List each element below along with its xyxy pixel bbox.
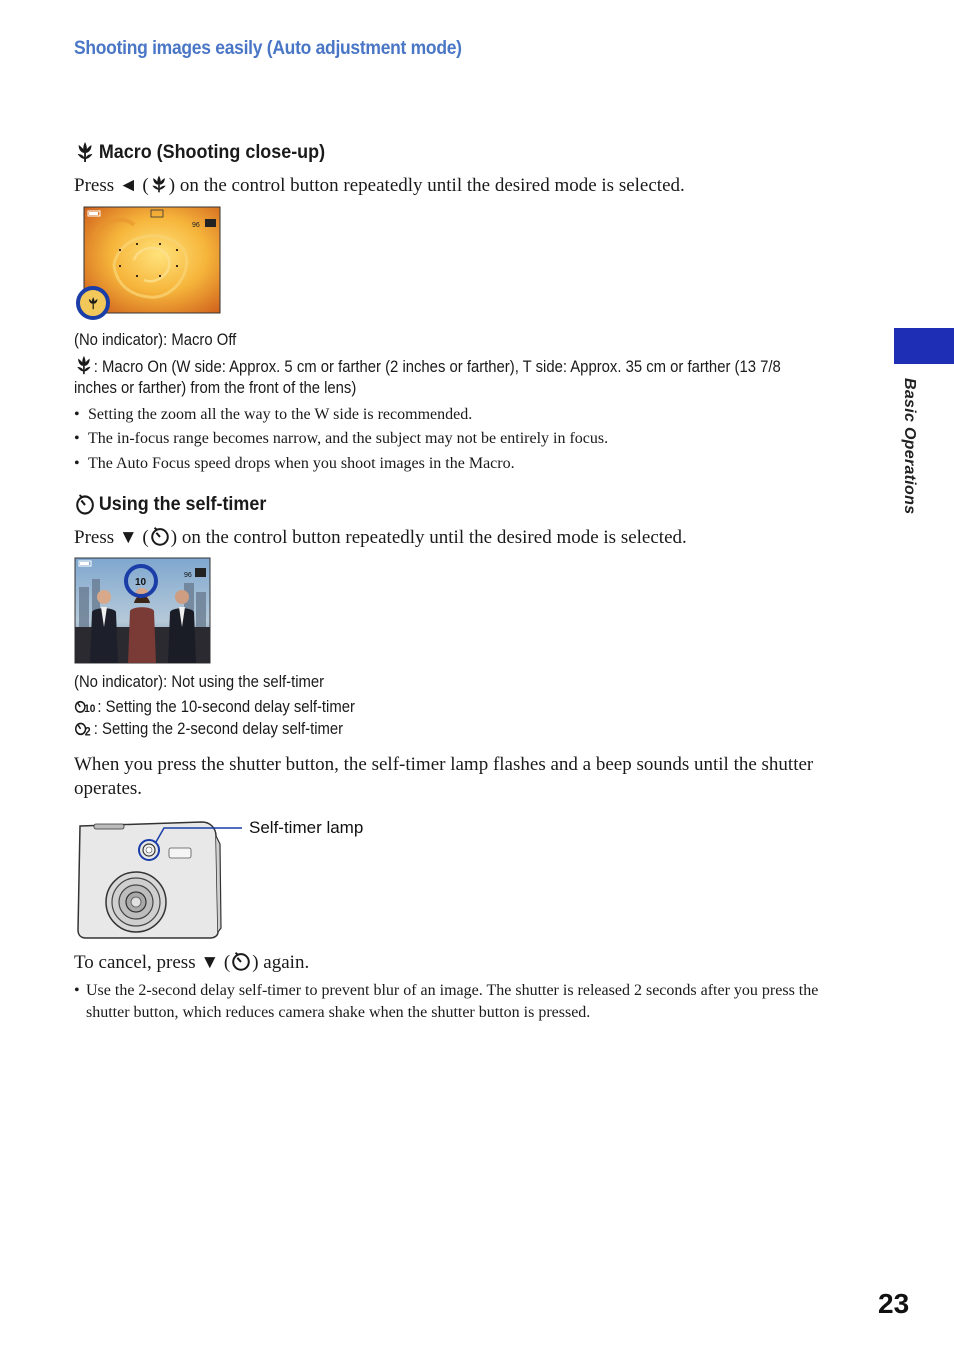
cancel-post: ) again.	[252, 952, 310, 973]
memory-icon	[205, 219, 216, 227]
macro-icon	[74, 140, 96, 164]
selftimer-bullet-text: Use the 2-second delay self-timer to prevent blur of an image. The shutter is released 2 seconds after you press the shutter button, which reduces camera shake when the shutter button is pressed.	[86, 982, 819, 1021]
page-number: 23	[878, 1288, 910, 1319]
macro-instruction-pre: Press ◄ (	[74, 175, 149, 196]
macro-instruction-post: ) on the control button repeatedly until the desired mode is selected.	[168, 175, 685, 196]
section-header: Shooting images easily (Auto adjustment mode)	[74, 38, 462, 59]
camera-illustration	[74, 814, 374, 940]
section-tab-label: Basic Operations	[901, 378, 918, 515]
macro-icon	[74, 354, 94, 376]
selftimer-2-icon-label: 2	[84, 725, 91, 738]
flash	[169, 848, 191, 858]
memory-icon	[195, 568, 206, 577]
selftimer-instruction	[74, 525, 687, 550]
selftimer-10-icon	[74, 696, 97, 716]
cancel-instruction	[74, 950, 309, 975]
macro-heading	[74, 140, 325, 164]
macro-bullet: • The Auto Focus speed drops when you shoot images in the Macro.	[74, 455, 515, 472]
selftimer-heading	[74, 492, 266, 516]
macro-bullet-text: The in-focus range becomes narrow, and the subject may not be entirely in focus.	[88, 430, 609, 447]
selftimer-indicator-label: 10	[135, 577, 147, 588]
macro-instruction	[74, 173, 685, 198]
selftimer-bullet: • Use the 2-second delay self-timer to prevent blur of an image. The shutter is released 2 seconds after you press the shutter button, which reduces camera shake when the shutter button is pressed.	[74, 980, 864, 1024]
selftimer-option-2-text: : Setting the 2-second delay self-timer	[93, 720, 344, 738]
image-count: 96	[184, 572, 192, 579]
macro-option-on-text: : Macro On (W side: Approx. 5 cm or farther (2 inches or farther), T side: Approx. 35 cm or farther (13 7/8	[93, 358, 781, 376]
selftimer-instruction-pre: Press ▼ (	[74, 527, 149, 548]
selftimer-icon	[74, 492, 96, 516]
selftimer-icon	[149, 525, 171, 547]
selftimer-2-icon	[74, 718, 94, 738]
macro-bullet: • Setting the zoom all the way to the W side is recommended.	[74, 406, 473, 423]
macro-option-off: (No indicator): Macro Off	[74, 331, 237, 349]
macro-bullet-text: The Auto Focus speed drops when you shoot images in the Macro.	[88, 455, 515, 472]
selftimer-option-off: (No indicator): Not using the self-timer	[74, 673, 325, 691]
selftimer-lamp-label: Self-timer lamp	[249, 818, 364, 837]
cancel-pre: To cancel, press ▼ (	[74, 952, 231, 973]
macro-bullet-text: Setting the zoom all the way to the W side is recommended.	[88, 406, 473, 423]
selftimer-screen-image	[74, 557, 212, 665]
selftimer-instruction-post: ) on the control button repeatedly until the desired mode is selected.	[170, 527, 687, 548]
macro-bullet: • The in-focus range becomes narrow, and the subject may not be entirely in focus.	[74, 430, 609, 447]
selftimer-paragraph: When you press the shutter button, the self-timer lamp flashes and a beep sounds until the shutter operates.	[74, 754, 814, 799]
selftimer-icon	[230, 950, 252, 972]
selftimer-option-10-text: : Setting the 10-second delay self-timer	[97, 698, 355, 716]
selftimer-option-10	[74, 696, 355, 719]
selftimer-option-2	[74, 718, 343, 741]
selftimer-10-icon-label: 10	[84, 702, 96, 716]
macro-option-on	[74, 354, 781, 379]
macro-option-on-cont: inches or farther) from the front of the lens)	[74, 379, 357, 397]
macro-heading-text: Macro (Shooting close-up)	[98, 140, 326, 163]
macro-screen-image	[74, 205, 224, 327]
macro-icon	[149, 173, 169, 195]
selftimer-heading-text: Using the self-timer	[98, 492, 267, 515]
section-tab	[894, 328, 954, 364]
shutter-button	[94, 824, 124, 829]
image-count: 96	[192, 222, 200, 229]
